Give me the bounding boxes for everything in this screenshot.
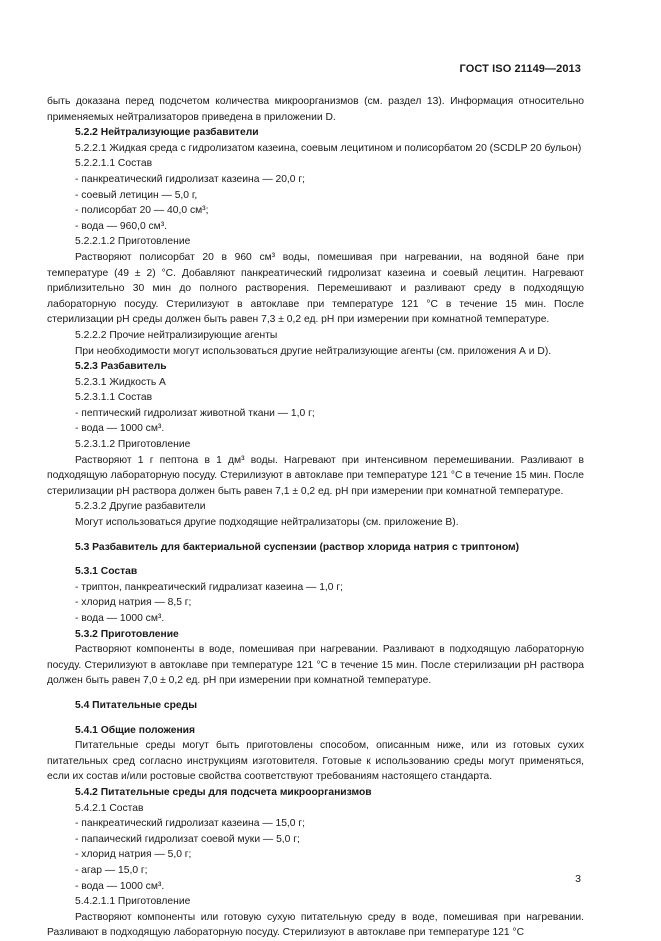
paragraph: 5.2.2.1 Жидкая среда с гидролизатом казеина, соевым лецитином и полисорбатом 20 (SCDLP 20 бульон) [75,142,582,154]
section-heading: 5.4.2 Питательные среды для подсчета микроорганизмов [75,786,372,798]
list-item: - вода — 960,0 см³. [75,220,168,232]
paragraph: 5.2.2.2 Прочие нейтрализирующие агенты [75,329,278,341]
section-heading: 5.3 Разбавитель для бактериальной суспензии (раствор хлорида натрия с триптоном) [75,541,520,553]
list-item: - соевый летицин — 5,0 г, [75,189,198,201]
section-heading: 5.2.2 Нейтрализующие разбавители [75,127,259,139]
section-heading: 5.3.1 Состав [75,566,138,578]
list-item: - панкреатический гидролизат казеина — 15,0 г; [75,818,305,830]
list-item: - триптон, панкреатический гидрализат казеина — 1,0 г; [75,581,343,593]
section-heading: 5.3.2 Приготовление [75,628,179,640]
page-number: 3 [575,873,581,885]
document-body [47,94,584,941]
list-item: - хлорид натрия — 8,5 г; [75,597,192,609]
list-item: - папаический гидролизат соевой муки — 5,0 г; [75,833,300,845]
paragraph: 5.2.2.1.2 Приготовление [75,236,191,248]
paragraph: При необходимости могут использоваться другие нейтрализующие агенты (см. приложения А и D). [75,345,552,357]
list-item: - полисорбат 20 — 40,0 см³; [75,205,209,217]
paragraph: Растворяют компоненты в воде, помешивая при нагревании. Разливают в подходящую лабораторную посуду. Стерилизуют в автоклаве при температуре 121 °С в течение 15 мин. После стерилизации рН раствора должен быть равен 7,0 ± 0,2 ед. рН при измерении при комнатной температуре. [47,644,584,687]
list-item: - панкреатический гидролизат казеина — 20,0 г; [75,173,305,185]
section-heading: 5.4 Питательные среды [75,699,197,711]
paragraph: 5.2.3.1.1 Состав [75,392,153,404]
list-item: - пептический гидролизат животной ткани — 1,0 г; [75,407,315,419]
list-item: - хлорид натрия — 5,0 г; [75,849,192,861]
paragraph: 5.2.2.1.1 Состав [75,158,153,170]
paragraph: 5.4.2.1.1 Приготовление [75,896,191,908]
list-item: - вода — 1000 см³. [75,423,165,435]
list-item: - вода — 1000 см³. [75,880,165,892]
paragraph: быть доказана перед подсчетом количества микроорганизмов (см. раздел 13). Информация относительно применяемых нейтрализаторов приведена в приложении D. [47,96,584,123]
list-item: - вода — 1000 см³. [75,613,165,624]
paragraph: Растворяют полисорбат 20 в 960 см³ воды, помешивая при нагревании, на водяной бане при температуре (49 ± 2) °С. Добавляют панкреатический гидролизат казеина и соевый лецитин. Нагревают приблизительно 30 мин до полного растворения. Перемешивают и разливают среду в подходящую лабораторную посуду. Стерилизуют в автоклаве при температуре 121 °С в течение 15 мин. После стерилизации рН среды должен быть равен 7,3 ± 0,2 ед. рН при измерении при комнатной температуре. [47,251,584,326]
section-heading: 5.4.1 Общие положения [75,724,195,736]
paragraph: Растворяют 1 г пептона в 1 дм³ воды. Нагревают при интенсивном перемешивании. Разливают в подходящую лабораторную посуду. Стерилизуют в автоклаве при температуре 121 °С в течение 15 мин. После стерилизации рН раствора должен быть равен 7,1 ± 0,2 ед. рН при измерении при комнатной температуре. [47,454,584,497]
paragraph: 5.2.3.1 Жидкость А [75,376,166,388]
list-item: - агар — 15,0 г; [75,864,148,876]
paragraph: Растворяют компоненты или готовую сухую питательную среду в воде, помешивая при нагревании. Разливают в подходящую лабораторную посуду. Стерилизуют в автоклаве при температуре 121 °С [47,911,584,939]
standard-header: ГОСТ ISO 21149—2013 [459,63,581,75]
paragraph: 5.2.3.1.2 Приготовление [75,439,191,451]
paragraph: Питательные среды могут быть приготовлены способом, описанным ниже, или из готовых сухих питательных сред согласно инструкциям изготовителя. Готовые к использованию среды могут применяться, если их состав и/или ростовые свойства соответствуют требованиям настоящего стандарта. [47,740,584,783]
paragraph: 5.2.3.2 Другие разбавители [75,501,206,513]
paragraph: 5.4.2.1 Состав [75,802,144,814]
paragraph: Могут использоваться другие подходящие нейтрализаторы (см. приложение В). [75,517,459,529]
section-heading: 5.2.3 Разбавитель [75,361,167,373]
